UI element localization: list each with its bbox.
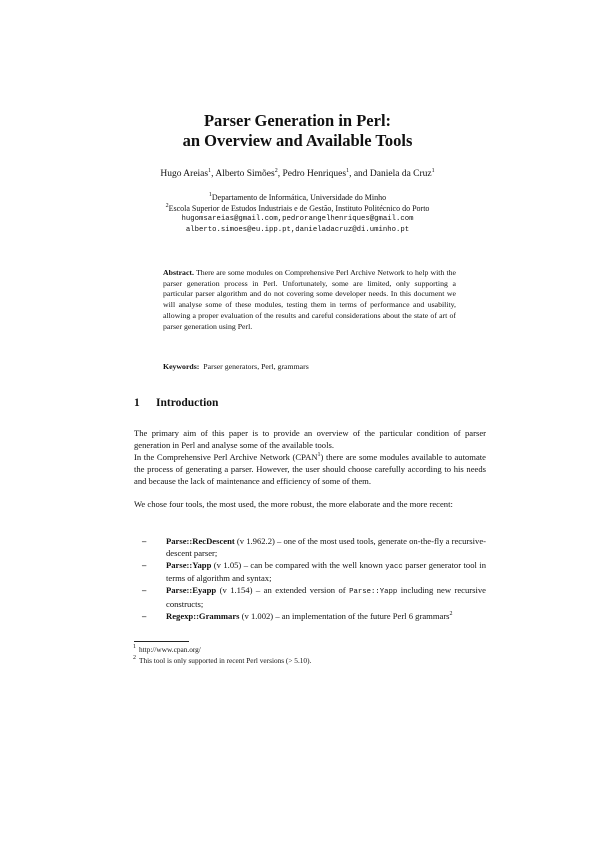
paragraph-text: In the Comprehensive Perl Archive Network (CPAN xyxy=(134,452,318,462)
tool-description: including new recursive constructs; xyxy=(166,585,486,609)
intro-paragraph-3: We chose four tools, the most used, the more robust, the more elaborate and the more recent: xyxy=(134,499,453,509)
tool-description: (v 1.002) – an implementation of the future Perl 6 grammars xyxy=(239,610,450,621)
list-bullet: – xyxy=(142,536,147,546)
keywords-label: Keywords: xyxy=(163,362,200,371)
section-title: Introduction xyxy=(156,397,219,409)
tool-description: parser generator tool in terms of algorithm and syntax; xyxy=(166,559,486,584)
section-number: 1 xyxy=(134,397,140,409)
footnote-1 xyxy=(133,644,484,654)
tool-description: (v 1.154) – an extended version of xyxy=(216,585,350,596)
tool-description: (v 1.05) – can be compared with the well known xyxy=(211,559,386,570)
code-text: Parse::Yapp xyxy=(349,588,398,597)
author-list xyxy=(0,169,595,179)
keywords xyxy=(163,362,456,371)
tool-name: Regexp::Grammars xyxy=(166,610,240,621)
abstract-text: There are some modules on Comprehensive Perl Archive Network to help with the parser generation process in Perl. Unfortunately, some are limited, only supporting a particular parser algorithm and do not covering some developer needs. In this document we will analyse some of these modules, testing them in terms of performance and usability, allowing a proper evaluation of the results and careful considerations about the state of art of parser generation using Perl. xyxy=(163,268,456,331)
keywords-text: Parser generators, Perl, grammars xyxy=(203,362,309,371)
affiliation-mark: 1 xyxy=(346,168,350,174)
affiliation-mark: 1 xyxy=(208,168,212,174)
author-separator: , and xyxy=(349,169,370,179)
tool-name: Parse::Yapp xyxy=(166,559,212,570)
intro-paragraph-1: The primary aim of this paper is to provide an overview of the particular condition of parser generation in Perl and analyse some of the available tools. xyxy=(134,428,486,450)
list-bullet: – xyxy=(142,610,147,621)
tool-list xyxy=(134,536,486,623)
list-bullet: – xyxy=(142,585,147,596)
author-separator: , xyxy=(211,169,216,179)
affiliation-mark: 1 xyxy=(208,192,212,198)
tool-name: Parse::RecDescent xyxy=(166,536,235,546)
tool-description: (v 1.962.2) – one of the most used tools, generate on-the-fly a recursive-descent parser; xyxy=(166,536,486,558)
author-name: Pedro Henriques xyxy=(282,169,347,179)
footnote-mark: 2 xyxy=(133,655,136,661)
list-bullet: – xyxy=(142,559,147,570)
footnote-mark: 1 xyxy=(133,644,136,650)
footnote-mark: 2 xyxy=(449,610,453,617)
abstract xyxy=(163,268,456,332)
paper-title-line-1: Parser Generation in Perl: xyxy=(203,111,392,130)
affiliation-mark: 2 xyxy=(165,203,169,209)
footnote-2 xyxy=(133,655,484,665)
code-text: yacc xyxy=(385,562,403,571)
footnote-text: http://www.cpan.org/ xyxy=(139,645,201,654)
list-item xyxy=(134,585,486,611)
paper-title-line-2: an Overview and Available Tools xyxy=(182,131,413,150)
list-item xyxy=(134,536,486,560)
paragraph-text: ) there are some modules available to automate the process of generating a parser. However, the user should choose carefully according to his needs and because the lack of maintenance and efficiency of some of them. xyxy=(134,452,486,486)
author-separator: , xyxy=(277,169,283,179)
list-item xyxy=(134,560,486,586)
section-heading xyxy=(134,397,218,409)
affiliation-1 xyxy=(0,193,595,202)
footnote-text: This tool is only supported in recent Perl versions (> 5.10). xyxy=(139,656,312,665)
footnote-rule xyxy=(134,641,189,642)
affiliation-text: Departamento de Informática, Universidade do Minho xyxy=(211,193,387,202)
footnote-mark: 1 xyxy=(317,452,321,458)
author-name: Hugo Areias xyxy=(160,169,209,179)
email-line-1: hugomsareias@gmail.com,pedrorangelhenriques@gmail.com xyxy=(181,215,414,223)
intro-paragraph-2 xyxy=(134,452,486,487)
email-line-2: alberto.simoes@eu.ipp.pt,danieladacruz@di.uminho.pt xyxy=(185,226,410,234)
affiliation-mark: 2 xyxy=(274,168,278,174)
abstract-label: Abstract. xyxy=(163,268,194,277)
list-item xyxy=(134,611,486,623)
tool-name: Parse::Eyapp xyxy=(166,585,217,596)
author-name: Daniela da Cruz xyxy=(369,169,432,179)
affiliation-2 xyxy=(0,204,595,213)
author-name: Alberto Simões xyxy=(215,169,275,179)
affiliation-text: Escola Superior de Estudos Industriais e de Gestão, Instituto Politécnico do Porto xyxy=(168,204,430,213)
affiliation-mark: 1 xyxy=(431,168,435,174)
